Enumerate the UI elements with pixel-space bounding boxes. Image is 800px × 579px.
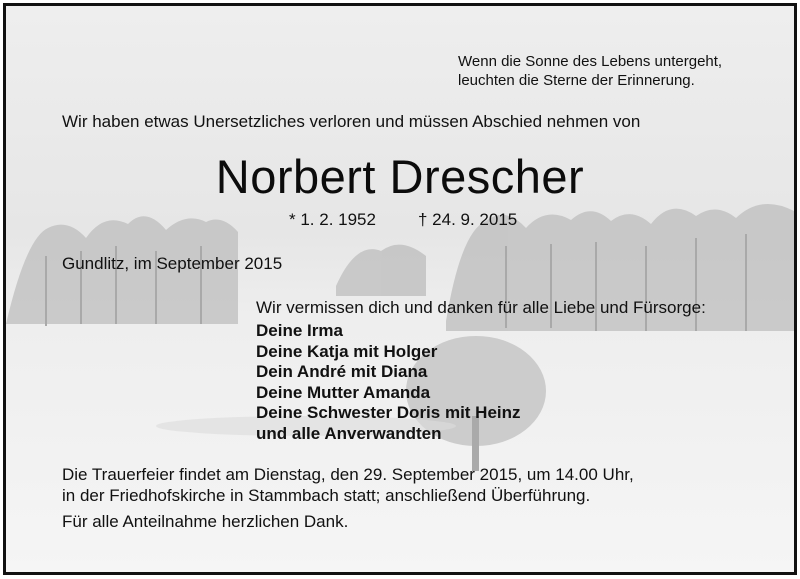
obituary-notice <box>3 3 797 575</box>
mourner: Dein André mit Diana <box>256 362 428 381</box>
mourner: Deine Katja mit Holger <box>256 341 438 361</box>
memorial-quote <box>458 52 722 90</box>
mourner: und alle Anverwandten <box>256 423 442 443</box>
mourner: Deine Irma <box>256 321 343 340</box>
mourner: Deine Schwester Doris mit Heinz <box>256 403 521 422</box>
service-line-2: in der Friedhofskirche in Stammbach statt; anschließend Überführung. <box>62 486 591 505</box>
closing-thanks: Für alle Anteilnahme herzlichen Dank. <box>62 512 349 531</box>
death-date: † 24. 9. 2015 <box>418 210 518 229</box>
quote-line-2: leuchten die Sterne der Erinnerung. <box>458 72 695 89</box>
birth-date: * 1. 2. 1952 <box>289 210 376 229</box>
deceased-name: Norbert Drescher <box>215 150 585 203</box>
service-line-1: Die Trauerfeier findet am Dienstag, den 29. September 2015, um 14.00 Uhr, <box>62 465 634 484</box>
quote-line-1: Wenn die Sonne des Lebens untergeht, <box>458 53 723 70</box>
intro-text: Wir haben etwas Unersetzliches verloren und müssen Abschied nehmen von <box>62 112 641 131</box>
thanks-line: Wir vermissen dich und danken für alle Liebe und Fürsorge: <box>256 298 706 317</box>
mourners-list <box>256 321 521 444</box>
place-and-date: Gundlitz, im September 2015 <box>62 254 283 273</box>
mourner: Deine Mutter Amanda <box>256 382 431 402</box>
funeral-service-info <box>62 464 634 506</box>
